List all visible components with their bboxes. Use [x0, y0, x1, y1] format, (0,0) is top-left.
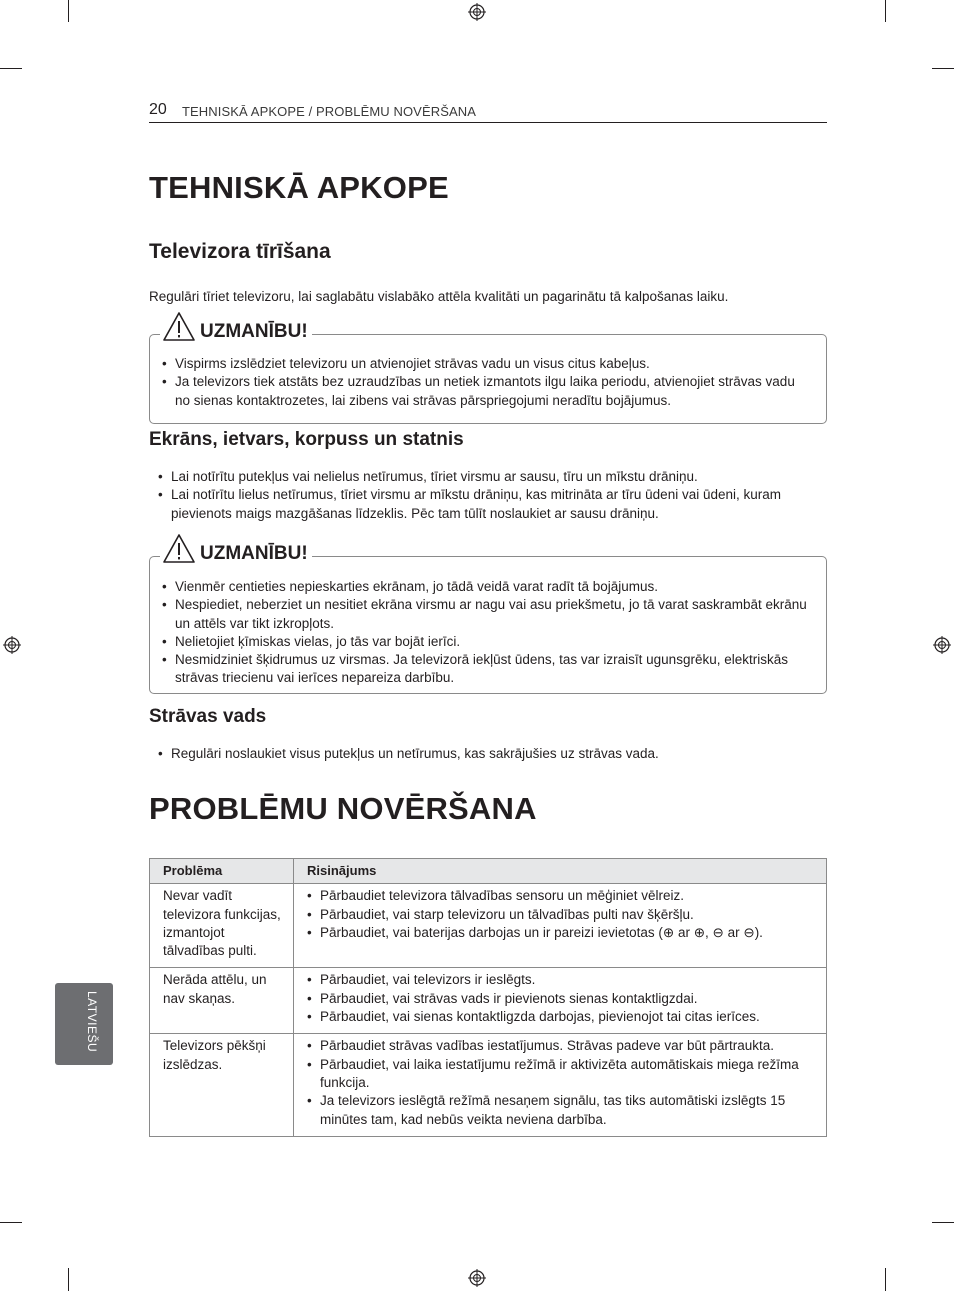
list-item: • Vienmēr centieties nepieskarties ekrānam, jo tādā veidā varat radīt tā bojājumus.	[162, 578, 812, 596]
column-header-problem: Problēma	[150, 859, 294, 884]
crop-mark	[932, 1222, 954, 1223]
crop-mark	[68, 0, 69, 22]
table-row	[150, 884, 827, 968]
crop-mark	[885, 0, 886, 22]
caution-heading	[160, 311, 312, 342]
list-item: • Pārbaudiet, vai baterijas darbojas un ir pareizi ievietotas (⊕ ar ⊕, ⊖ ar ⊖).	[307, 924, 816, 942]
crop-mark	[0, 68, 22, 69]
caution-heading	[160, 533, 312, 564]
solution-cell	[294, 1034, 827, 1136]
list-item: • Pārbaudiet, vai televizors ir ieslēgts.	[307, 971, 816, 989]
troubleshooting-table	[149, 858, 827, 1137]
cord-list	[158, 745, 824, 763]
crop-mark	[885, 1268, 886, 1291]
solution-cell	[294, 884, 827, 968]
warning-icon	[162, 533, 196, 564]
registration-mark-icon	[468, 3, 486, 21]
list-item: • Pārbaudiet, vai strāvas vads ir pievienots sienas kontaktligzdai.	[307, 990, 816, 1008]
list-item: • Ja televizors ieslēgtā režīmā nesaņem signālu, tas tiks automātiski izslēgts 15 minūtes tam, kad nebūs veikta neviena darbība.	[307, 1092, 816, 1129]
solution-cell	[294, 968, 827, 1034]
list-item: • Pārbaudiet, vai starp televizoru un tālvadības pulti nav šķēršļu.	[307, 906, 816, 924]
list-item: • Vispirms izslēdziet televizoru un atvienojiet strāvas vadu un visus citus kabeļus.	[162, 355, 812, 373]
problem-cell: Nerāda attēlu, un nav skaņas.	[150, 968, 294, 1034]
screen-title: Ekrāns, ietvars, korpuss un statnis	[149, 429, 464, 450]
registration-mark-icon	[468, 1269, 486, 1287]
caution-box	[149, 334, 827, 424]
registration-mark-icon	[933, 636, 951, 654]
caution-list	[162, 578, 812, 688]
list-item: • Regulāri noslaukiet visus putekļus un netīrumus, kas sakrājušies uz strāvas vada.	[158, 745, 824, 763]
screen-list	[158, 468, 824, 523]
maintenance-title: TEHNISKĀ APKOPE	[149, 170, 449, 205]
warning-icon	[162, 311, 196, 342]
caution-label: UZMANĪBU!	[200, 321, 308, 342]
cleaning-title: Televizora tīrīšana	[149, 240, 331, 263]
list-item: • Nespiediet, neberziet un nesitiet ekrāna virsmu ar nagu vai asu priekšmetu, jo tā varat saskrambāt ekrānu un attēls var tikt izkropļots.	[162, 596, 812, 633]
crop-mark	[932, 68, 954, 69]
crop-mark	[68, 1268, 69, 1291]
list-item: • Lai notīrītu lielus netīrumus, tīriet virsmu ar mīkstu drāniņu, kas mitrināta ar tīru ūdeni vai ūdeni, kuram pievienots maigs mazgāšanas līdzeklis. Pēc tam tūlīt noslaukiet ar sausu drāniņu.	[158, 486, 824, 523]
list-item: • Ja televizors tiek atstāts bez uzraudzības un netiek izmantots ilgu laika periodu, atvienojiet strāvas vadu no sienas kontaktrozetes, lai zibens vai strāvas pārspriegojumi neradītu bojājumus.	[162, 373, 812, 410]
list-item: • Pārbaudiet strāvas vadības iestatījumus. Strāvas padeve var būt pārtraukta.	[307, 1037, 816, 1055]
list-item: • Nelietojiet ķīmiskas vielas, jo tās var bojāt ierīci.	[162, 633, 812, 651]
caution-label: UZMANĪBU!	[200, 543, 308, 564]
page-number: 20	[149, 101, 167, 118]
language-tab	[55, 983, 113, 1065]
cord-title: Strāvas vads	[149, 706, 267, 727]
problem-cell: Nevar vadīt televizora funkcijas, izmantojot tālvadības pulti.	[150, 884, 294, 968]
running-title: TEHNISKĀ APKOPE / PROBLĒMU NOVĒRŠANA	[182, 104, 477, 119]
table-row	[150, 968, 827, 1034]
cleaning-intro: Regulāri tīriet televizoru, lai saglabātu vislabāko attēla kvalitāti un pagarinātu tā kalpošanas laiku.	[149, 289, 729, 304]
table-row	[150, 1034, 827, 1136]
list-item: • Nesmidziniet šķidrumus uz virsmas. Ja televizorā iekļūst ūdens, tas var izraisīt ugunsgrēku, elektriskās strāvas triecienu vai ierīces nepareiza darbību.	[162, 651, 812, 688]
problem-cell: Televizors pēkšņi izslēdzas.	[150, 1034, 294, 1136]
page-header	[149, 100, 827, 123]
caution-list	[162, 355, 812, 410]
troubleshooting-title: PROBLĒMU NOVĒRŠANA	[149, 791, 537, 826]
list-item: • Pārbaudiet, vai laika iestatījumu režīmā ir aktivizēta automātiskais miega režīma funkcija.	[307, 1056, 816, 1093]
list-item: • Pārbaudiet, vai sienas kontaktligzda darbojas, pievienojot tai citas ierīces.	[307, 1008, 816, 1026]
language-tab-label: LATVIEŠU	[85, 991, 99, 1053]
list-item: • Pārbaudiet televizora tālvadības sensoru un mēģiniet vēlreiz.	[307, 887, 816, 905]
crop-mark	[0, 1222, 22, 1223]
caution-box	[149, 556, 827, 694]
column-header-solution: Risinājums	[294, 859, 827, 884]
table-header-row	[150, 859, 827, 884]
registration-mark-icon	[3, 636, 21, 654]
list-item: • Lai notīrītu putekļus vai nelielus netīrumus, tīriet virsmu ar sausu, tīru un mīkstu drāniņu.	[158, 468, 824, 486]
